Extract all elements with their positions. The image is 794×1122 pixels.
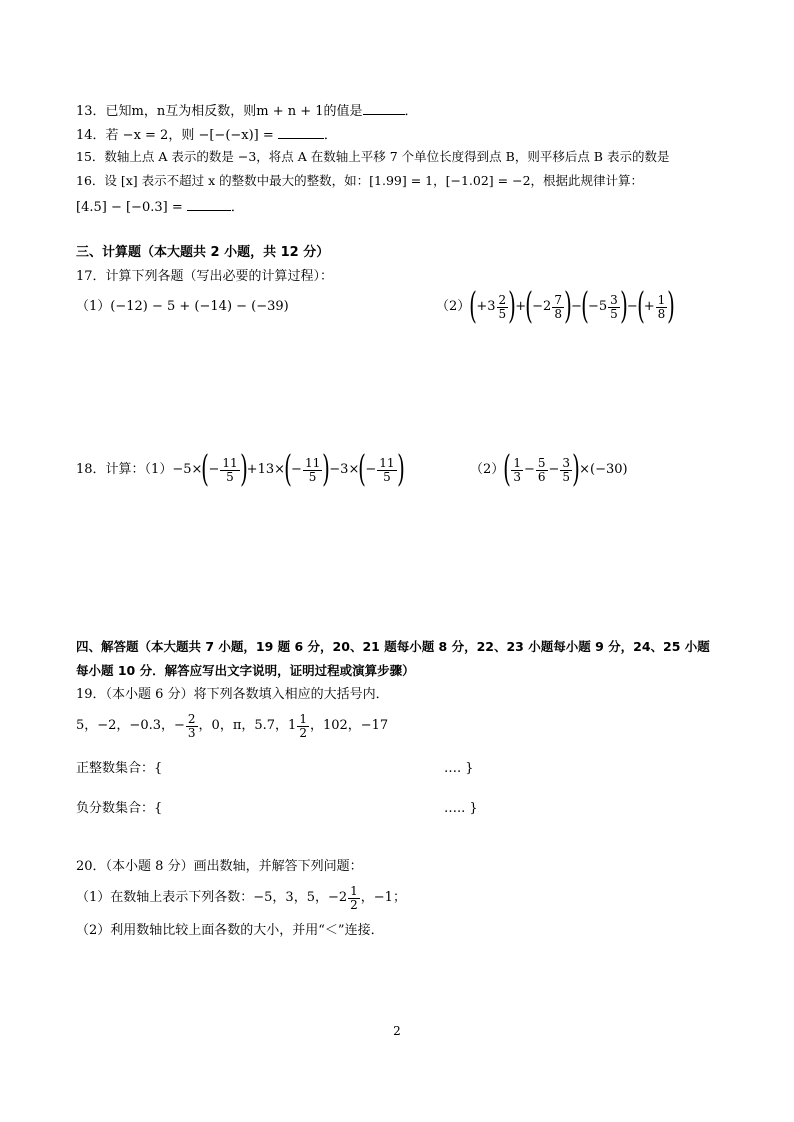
- question-19-numbers: 5，−2，−0.3，− $\frac{2}{3}$ ，0，π，5.7，1 $\frac{1}{2}$ ，102，−17: [76, 711, 389, 740]
- question-20-part-2: （2）利用数轴比较上面各数的大小，并用“＜”连接．: [76, 923, 384, 938]
- question-16-line-1: 16．设 [x] 表示不超过 x 的整数中最大的整数，如：[1.99] = 1，[−1.02] = −2，根据此规律计算：: [76, 173, 644, 188]
- answer-blank[interactable]: [187, 196, 231, 211]
- question-17-part-1: （1）(−12) − 5 + (−14) − (−39): [76, 299, 289, 314]
- positive-integer-set-end: …. }: [444, 761, 474, 776]
- question-16-line-2: [4.5] − [−0.3] = ．: [76, 196, 244, 217]
- question-13-text: 13．已知m，n互为相反数，则m + n + 1的值是: [76, 104, 363, 119]
- question-20-stem: 20．（本小题 8 分）画出数轴，并解答下列问题：: [76, 859, 363, 874]
- answer-blank[interactable]: [278, 124, 324, 139]
- page-number: 2: [393, 1024, 401, 1038]
- answer-blank[interactable]: [363, 100, 405, 115]
- section-4-title-line-1: 四、解答题（本大题共 7 小题，19 题 6 分，20、21 题每小题 8 分，22、23 小题每小题 9 分，24、25 小题: [76, 639, 710, 654]
- section-3-title: 三、计算题（本大题共 2 小题，共 12 分）: [76, 245, 330, 260]
- negative-fraction-set: 负分数集合：{: [76, 801, 163, 816]
- question-14-text: 14．若 −x = 2，则 −[−(−x)] =: [76, 128, 274, 143]
- section-4-title-line-2: 每小题 10 分．解答应写出文字说明，证明过程或演算步骤）: [76, 663, 415, 678]
- question-17-part-2: （2） ( +3 $\frac{2}{5}$ ) + ( −2 $\frac{7}{8}$ ) − ( −5 $\frac{3}{5}$ ) − ( + $\frac{1}{8}$ ): [436, 286, 676, 327]
- question-17-stem: 17．计算下列各题（写出必要的计算过程）：: [76, 269, 334, 284]
- question-20-part-1: （1）在数轴上表示下列各数：−5，3，5，−2 $\frac{1}{2}$ ，−1；: [76, 883, 406, 912]
- question-18-part-2: （2） ( $\frac{1}{3}$ − $\frac{5}{6}$ − $\frac{3}{5}$ ) ×(−30): [470, 449, 628, 490]
- question-19-stem: 19．（本小题 6 分）将下列各数填入相应的大括号内．: [76, 687, 389, 702]
- question-15: [76, 148, 669, 166]
- question-15-text: 15．数轴上点 A 表示的数是 −3，将点 A 在数轴上平移 7 个单位长度得到点 B，则平移后点 B 表示的数是: [76, 149, 670, 164]
- negative-fraction-set-end: ….. }: [444, 801, 478, 816]
- question-18-part-1: 18．计算：（1） −5× ( − $\frac{11}{5}$ ) +13× ( − $\frac{11}{5}$ ) −3× ( − $\frac{11}{5}$ ): [76, 449, 405, 490]
- question-14: 14．若 −x = 2，则 −[−(−x)] = ．: [76, 124, 337, 145]
- question-13: 13．已知m，n互为相反数，则m + n + 1的值是 ．: [76, 100, 418, 121]
- positive-integer-set: 正整数集合：{: [76, 761, 163, 776]
